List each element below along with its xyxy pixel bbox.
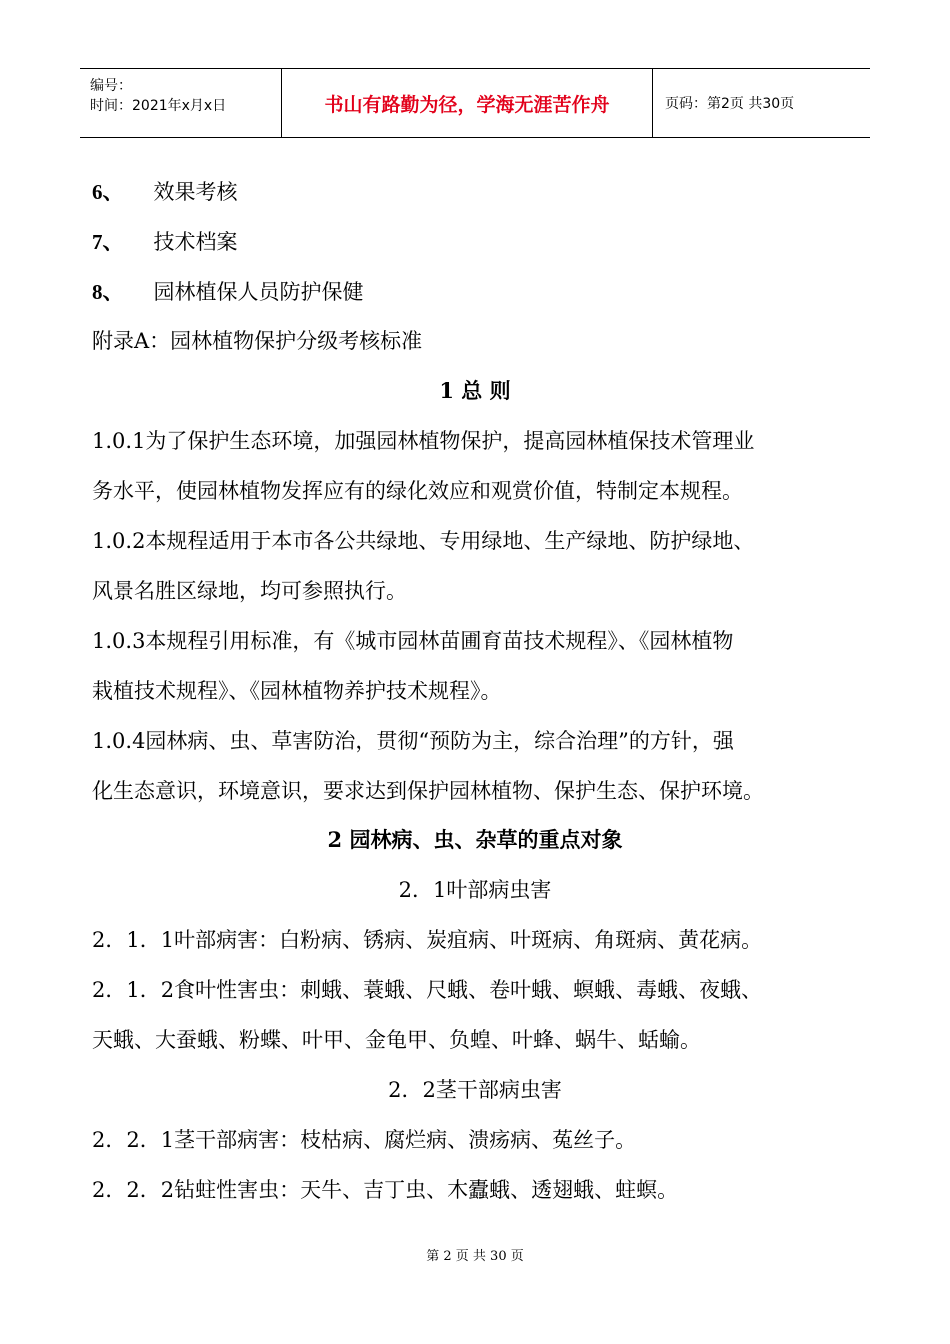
header-motto: 书山有路勤为径，学海无涯苦作舟: [282, 69, 653, 137]
toc-item-number: 6、: [92, 180, 124, 204]
toc-item: [92, 278, 364, 306]
header-meta-cell: [80, 69, 282, 137]
body-line: 天蛾、大蚕蛾、粉蝶、叶甲、金龟甲、负蝗、叶蜂、蜗牛、蛞蝓。: [92, 1028, 701, 1052]
body-line: 2．2．2钻蛀性害虫：天牛、吉丁虫、木蠹蛾、透翅蛾、蛀螟。: [92, 1178, 679, 1202]
body-line: 1.0.1为了保护生态环境，加强园林植物保护，提高园林植保技术管理业: [92, 429, 755, 453]
body-line: 栽植技术规程》、《园林植物养护技术规程》。: [92, 679, 502, 703]
body-line: 2．1．1叶部病害：白粉病、锈病、炭疽病、叶斑病、角斑病、黄花病。: [92, 928, 763, 952]
number-label: 编号：: [90, 78, 132, 94]
body-line: 1.0.2本规程适用于本市各公共绿地、专用绿地、生产绿地、防护绿地、: [92, 529, 755, 553]
body-line: 风景名胜区绿地，均可参照执行。: [92, 579, 407, 603]
appendix-line: 附录A：园林植物保护分级考核标准: [92, 329, 423, 353]
header-page-info: 页码：第2页 共30页: [665, 96, 795, 112]
body-line: 1.0.3本规程引用标准，有《城市园林苗圃育苗技术规程》、《园林植物: [92, 629, 734, 653]
toc-item-text: 效果考核: [153, 180, 238, 204]
body-line: 化生态意识，环境意识，要求达到保护园林植物、保护生态、保护环境。: [92, 779, 764, 803]
body-line: 2．2．1茎干部病害：枝枯病、腐烂病、溃疡病、菟丝子。: [92, 1128, 637, 1152]
body-line: 务水平，使园林植物发挥应有的绿化效应和观赏价值，特制定本规程。: [92, 479, 743, 503]
toc-item: [92, 228, 238, 256]
toc-item: [92, 178, 238, 206]
time-label: 时间：2021年x月x日: [90, 98, 227, 114]
toc-item-text: 技术档案: [153, 230, 238, 254]
toc-item-number: 7、: [92, 230, 124, 254]
subsection-2-1-title: 2．1叶部病虫害: [398, 878, 552, 902]
section-1-title: 1 总 则: [439, 378, 511, 403]
subsection-2-2-title: 2．2茎干部病虫害: [388, 1078, 562, 1102]
header-table: [80, 68, 870, 138]
body-line: 1.0.4园林病、虫、草害防治，贯彻“预防为主，综合治理”的方针，强: [92, 729, 734, 753]
body-line: 2．1．2食叶性害虫：刺蛾、蓑蛾、尺蛾、卷叶蛾、螟蛾、毒蛾、夜蛾、: [92, 978, 763, 1002]
page-footer: 第 2 页 共 30 页: [426, 1249, 524, 1264]
toc-item-number: 8、: [92, 280, 124, 304]
toc-item-text: 园林植保人员防护保健: [153, 280, 364, 304]
section-2-title: 2 园林病、虫、杂草的重点对象: [327, 827, 623, 852]
